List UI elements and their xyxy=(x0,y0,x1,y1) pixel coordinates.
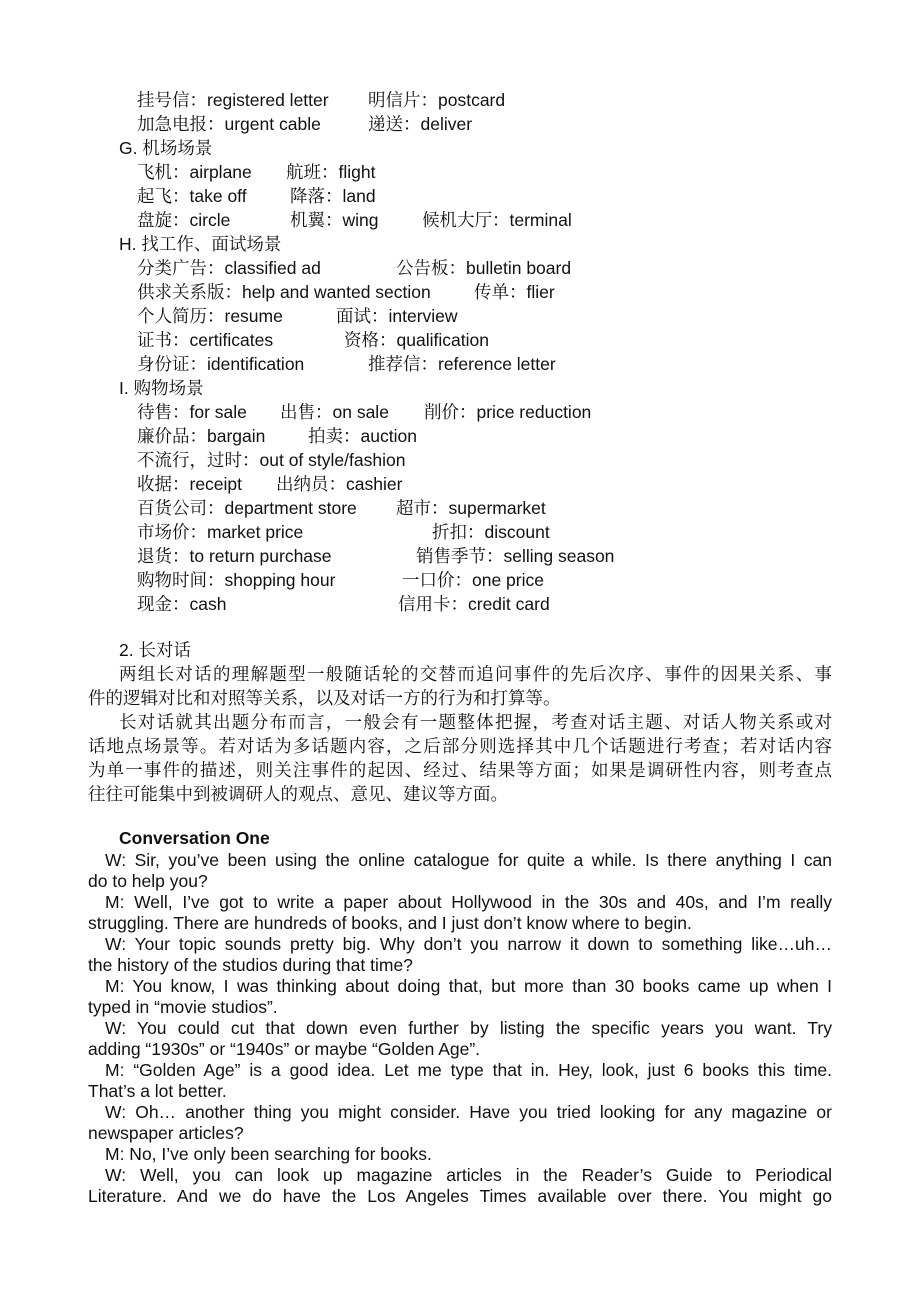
dialogue-line: typed in “movie studios”. xyxy=(88,997,278,1017)
dialogue-line: That’s a lot better. xyxy=(88,1081,227,1101)
vocab-item: 拍卖：auction xyxy=(308,426,417,446)
dialogue-line: M: You know, I was thinking about doing that, but more than 30 books came up when I xyxy=(105,976,832,996)
dialogue-line: Literature. And we do have the Los Angeles Times available over there. You might go xyxy=(88,1186,832,1206)
dialogue-line: W: Your topic sounds pretty big. Why don’t you narrow it down to something like…uh… xyxy=(105,934,832,954)
vocab-item: 超市：supermarket xyxy=(396,498,546,518)
section-heading-airport: G. 机场场景 xyxy=(119,138,213,158)
paragraph-1 xyxy=(88,662,832,710)
dialogue-line: W: Well, you can look up magazine articles in the Reader’s Guide to Periodical xyxy=(105,1165,832,1185)
paragraph-line: 件的逻辑对比和对照等关系，以及对话一方的行为和打算等。 xyxy=(88,688,561,708)
vocab-item: 挂号信：registered letter xyxy=(137,90,329,110)
dialogue-line: M: “Golden Age” is a good idea. Let me type that in. Hey, look, just 6 books this time. xyxy=(105,1060,832,1080)
vocab-item: 一口价：one price xyxy=(402,570,544,590)
vocab-item: 证书：certificates xyxy=(137,330,274,350)
paragraph-line: 长对话就其出题分布而言，一般会有一题整体把握，考查对话主题、对话人物关系或对 xyxy=(119,712,832,732)
vocab-item: 明信片：postcard xyxy=(368,90,506,110)
vocab-item: 盘旋：circle xyxy=(137,210,231,230)
vocab-item: 信用卡：credit card xyxy=(398,594,550,614)
vocab-item: 起飞：take off xyxy=(137,186,247,206)
dialogue-line: W: You could cut that down even further by listing the specific years you want. Try xyxy=(105,1018,832,1038)
vocab-item: 收据：receipt xyxy=(137,474,243,494)
conversation-title: Conversation One xyxy=(119,828,270,848)
vocab-item: 现金：cash xyxy=(137,594,227,614)
vocab-item: 销售季节：selling season xyxy=(416,546,615,566)
vocab-item: 削价：price reduction xyxy=(424,402,592,422)
vocab-item: 市场价：market price xyxy=(137,522,304,542)
vocab-item: 降落：land xyxy=(290,186,376,206)
conversation-transcript xyxy=(88,850,832,1207)
vocab-item: 折扣：discount xyxy=(432,522,550,542)
paragraph-line: 为单一事件的描述，则关注事件的起因、经过、结果等方面；如果是调研性内容，则考查点 xyxy=(88,760,832,780)
section-heading-shopping: I. 购物场景 xyxy=(119,378,204,398)
vocab-item: 出纳员：cashier xyxy=(276,474,403,494)
vocab-item: 递送：deliver xyxy=(368,114,473,134)
vocab-item: 不流行，过时：out of style/fashion xyxy=(137,450,406,470)
vocab-item: 推荐信：reference letter xyxy=(368,354,556,374)
vocab-item: 分类广告：classified ad xyxy=(137,258,321,278)
vocab-item: 传单：flier xyxy=(474,282,555,302)
dialogue-line: the history of the studios during that time? xyxy=(88,955,413,975)
vocab-item: 公告板：bulletin board xyxy=(396,258,572,278)
dialogue-line: M: No, I’ve only been searching for books. xyxy=(105,1144,432,1164)
vocab-item: 飞机：airplane xyxy=(137,162,252,182)
dialogue-line: adding “1930s” or “1940s” or maybe “Golden Age”. xyxy=(88,1039,481,1059)
dialogue-line: struggling. There are hundreds of books, and I just don’t know where to begin. xyxy=(88,913,692,933)
vocab-item: 航班：flight xyxy=(286,162,376,182)
vocab-item: 出售：on sale xyxy=(280,402,389,422)
vocab-item: 加急电报：urgent cable xyxy=(137,114,321,134)
vocab-item: 面试：interview xyxy=(336,306,458,326)
dialogue-line: M: Well, I’ve got to write a paper about Hollywood in the 30s and 40s, and I’m really xyxy=(105,892,832,912)
vocab-item: 供求关系版：help and wanted section xyxy=(137,282,431,302)
vocab-item: 候机大厅：terminal xyxy=(422,210,572,230)
paragraph-2 xyxy=(88,710,832,806)
vocab-item: 百货公司：department store xyxy=(137,498,357,518)
dialogue-line: newspaper articles? xyxy=(88,1123,244,1143)
vocab-item: 退货：to return purchase xyxy=(137,546,332,566)
section-heading-long-dialogue: 2. 长对话 xyxy=(119,640,191,660)
dialogue-line: W: Oh… another thing you might consider. Have you tried looking for any magazine or xyxy=(105,1102,832,1122)
vocab-item: 待售：for sale xyxy=(137,402,247,422)
paragraph-line: 两组长对话的理解题型一般随话轮的交替而追问事件的先后次序、事件的因果关系、事 xyxy=(119,664,832,684)
dialogue-line: do to help you? xyxy=(88,871,208,891)
paragraph-line: 话地点场景等。若对话为多话题内容，之后部分则选择其中几个话题进行考查；若对话内容 xyxy=(88,736,832,756)
vocab-item: 机翼：wing xyxy=(290,210,379,230)
section-heading-job: H. 找工作、面试场景 xyxy=(119,234,282,254)
dialogue-line: W: Sir, you’ve been using the online catalogue for quite a while. Is there anything I can xyxy=(105,850,832,870)
vocab-item: 个人简历：resume xyxy=(137,306,283,326)
vocab-item: 廉价品：bargain xyxy=(137,426,266,446)
vocab-item: 身份证：identification xyxy=(137,354,305,374)
vocab-item: 购物时间：shopping hour xyxy=(137,570,336,590)
vocab-item: 资格：qualification xyxy=(344,330,489,350)
paragraph-line: 往往可能集中到被调研人的观点、意见、建议等方面。 xyxy=(88,784,508,804)
